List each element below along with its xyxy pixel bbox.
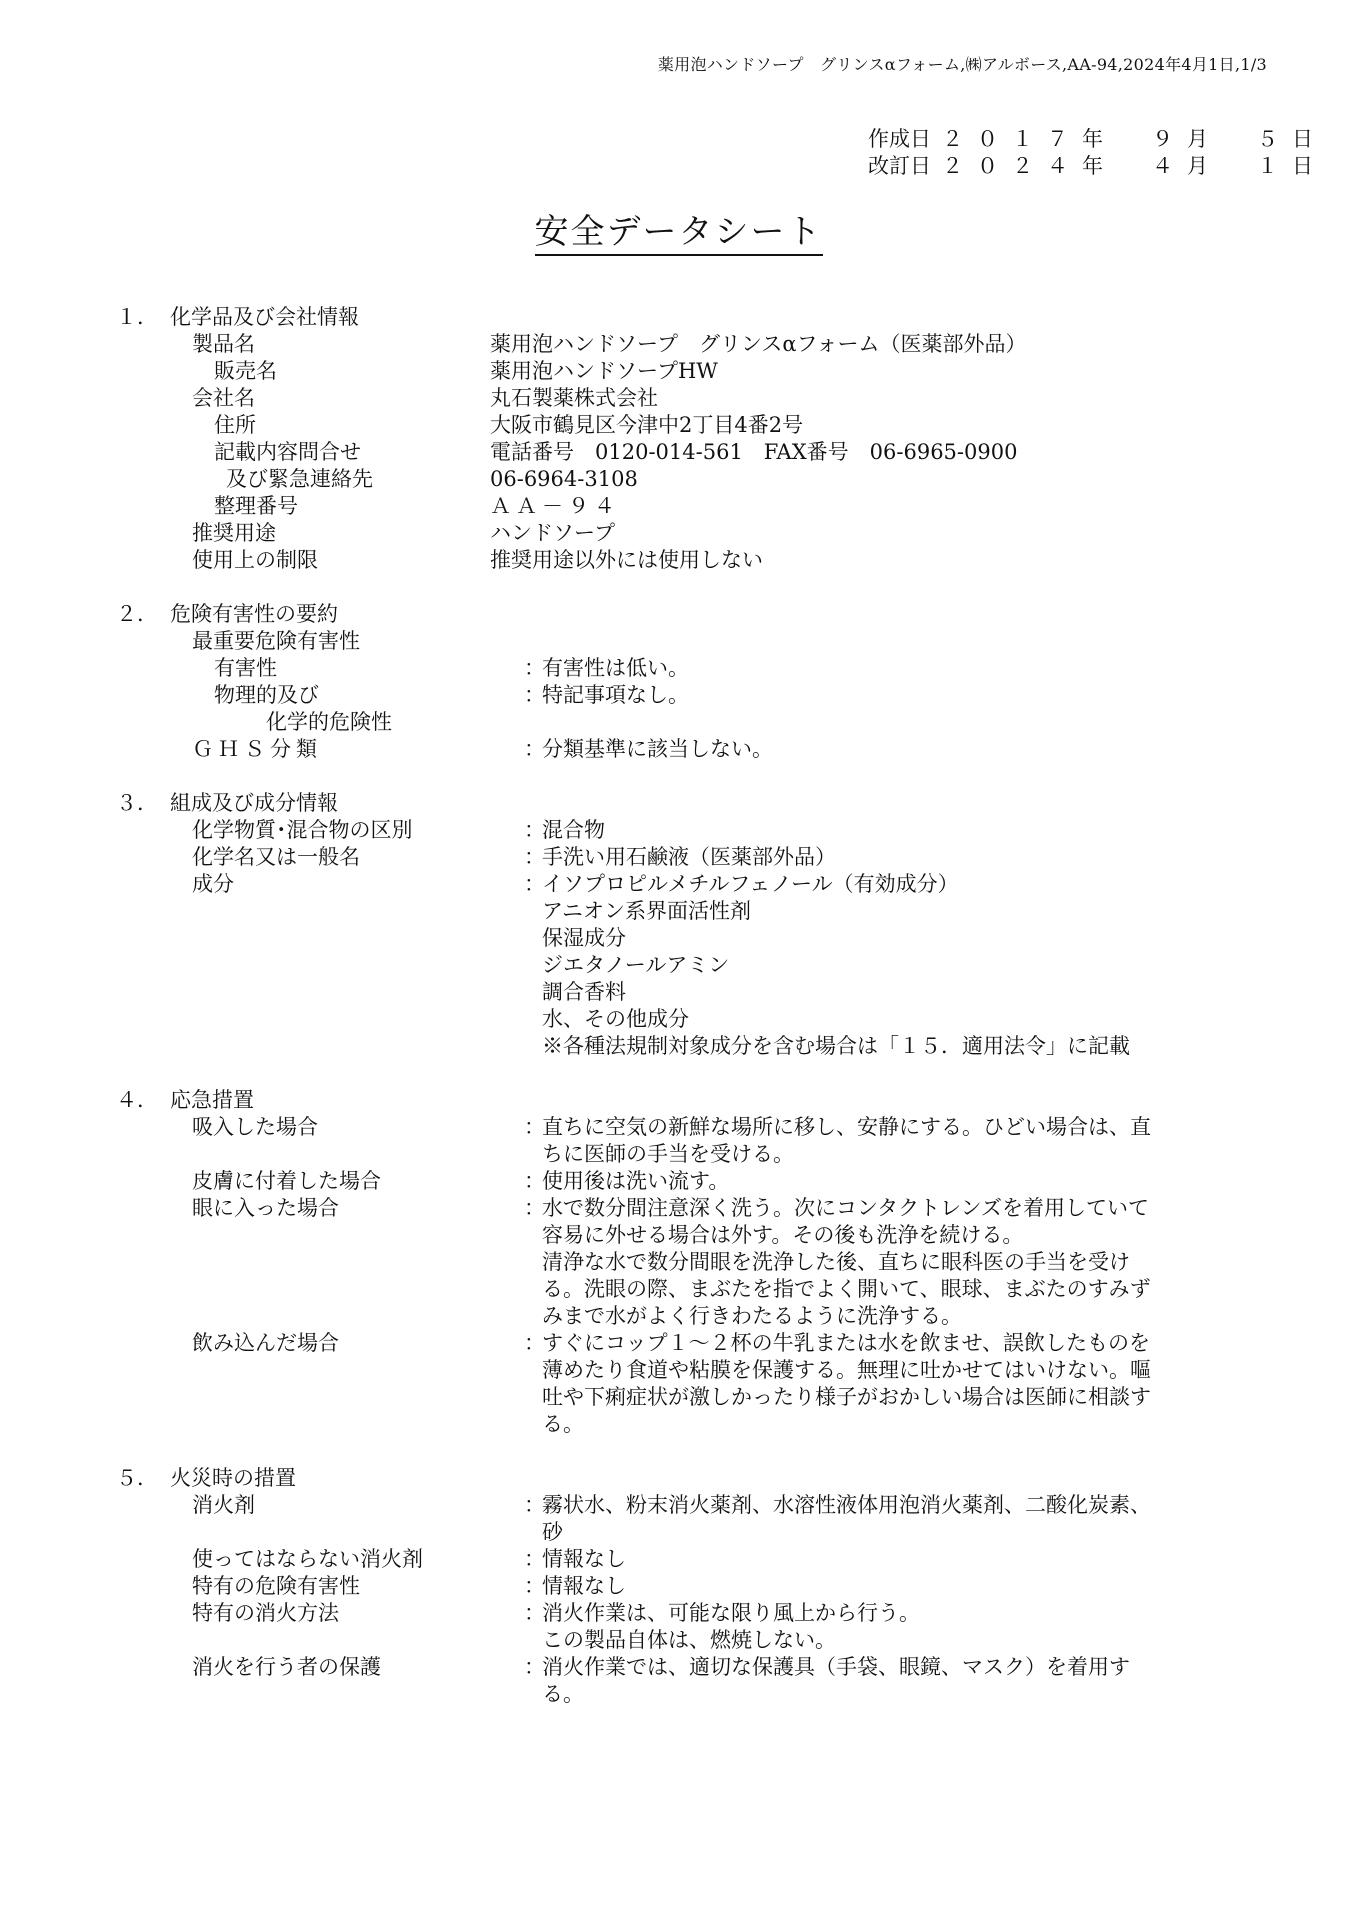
info-label: 使用上の制限 (192, 548, 318, 572)
section-number: １． (116, 305, 158, 329)
firstaid-row (116, 1114, 1256, 1141)
section-1 (116, 304, 1256, 574)
hazard-label: 有害性 (214, 656, 277, 680)
composition-label: 成分 (192, 872, 234, 896)
section-2 (116, 601, 1256, 763)
component-note: ※各種法規制対象成分を含む場合は「１５．適用法令」に記載 (542, 1034, 1130, 1058)
colon: ： (524, 683, 545, 707)
hazard-value: 分類基準に該当しない。 (542, 737, 773, 761)
section-number: ５． (116, 1466, 158, 1490)
fire-label: 使ってはならない消火剤 (192, 1547, 423, 1571)
fire-line: 砂 (542, 1520, 563, 1544)
section-title: 組成及び成分情報 (170, 791, 338, 815)
firstaid-row (116, 1330, 1256, 1357)
colon: ： (524, 1493, 545, 1517)
hazard-row (116, 655, 1256, 682)
firstaid-label: 飲み込んだ場合 (192, 1331, 339, 1355)
fire-line: 情報なし (542, 1574, 626, 1598)
section-title: 化学品及び会社情報 (170, 305, 359, 329)
hazard-label: 物理的及び (214, 683, 319, 707)
info-label: 住所 (214, 413, 256, 437)
firstaid-line: 水で数分間注意深く洗う。次にコンタクトレンズを着用していて (542, 1196, 1150, 1220)
section-3 (116, 790, 1256, 1060)
info-label: 会社名 (192, 386, 255, 410)
firstaid-line: 直ちに空気の新鮮な場所に移し、安静にする。ひどい場合は、直 (542, 1115, 1151, 1139)
section-5 (116, 1465, 1256, 1708)
hazard-row (116, 736, 1256, 763)
hazard-value: 有害性は低い。 (542, 656, 689, 680)
firstaid-row (116, 1195, 1256, 1222)
info-label: 販売名 (214, 359, 277, 383)
section-title: 応急措置 (170, 1088, 254, 1112)
section-number: ４． (116, 1088, 158, 1112)
composition-value: 手洗い用石鹸液（医薬部外品） (542, 845, 836, 869)
fire-row (116, 1492, 1256, 1519)
info-label: 製品名 (192, 332, 255, 356)
firstaid-label: 吸入した場合 (192, 1115, 318, 1139)
component-item: 水、その他成分 (542, 1007, 689, 1031)
subheading: 最重要危険有害性 (192, 629, 360, 653)
firstaid-line: すぐにコップ１～２杯の牛乳または水を飲ませ、誤飲したものを (542, 1331, 1150, 1355)
section-4 (116, 1087, 1256, 1438)
fire-line: 消火作業は、可能な限り風上から行う。 (542, 1601, 920, 1625)
info-label: 記載内容問合せ (214, 440, 361, 464)
info-value: 大阪市鶴見区今津中2丁目4番2号 (490, 413, 804, 437)
firstaid-line: 使用後は洗い流す。 (542, 1169, 730, 1193)
info-label: 整理番号 (214, 494, 298, 518)
fire-row (116, 1600, 1256, 1627)
component-item: ジエタノールアミン (542, 953, 730, 977)
colon: ： (524, 1601, 545, 1625)
header-meta: 薬用泡ハンドソープ グリンスαフォーム,㈱アルボース,AA-94,2024年4月1日,1/3 (657, 55, 1267, 74)
firstaid-line: 清浄な水で数分間眼を洗浄した後、直ちに眼科医の手当を受け (542, 1250, 1130, 1274)
info-row (116, 412, 1256, 439)
info-row (116, 385, 1256, 412)
section-heading (116, 1087, 1256, 1114)
fire-line: この製品自体は、燃焼しない。 (542, 1628, 836, 1652)
info-value: 電話番号 0120-014-561 FAX番号 06-6965-0900 (490, 440, 1018, 464)
fire-line: る。 (542, 1682, 584, 1706)
component-item: 調合香料 (542, 980, 626, 1004)
colon: ： (524, 1574, 545, 1598)
composition-value: 混合物 (542, 818, 605, 842)
section-heading (116, 1465, 1256, 1492)
fire-label: 特有の消火方法 (192, 1601, 339, 1625)
fire-row (116, 1546, 1256, 1573)
section-title: 危険有害性の要約 (170, 602, 338, 626)
info-row (116, 358, 1256, 385)
fire-label: 消火剤 (192, 1493, 255, 1517)
hazard-value: 特記事項なし。 (542, 683, 689, 707)
composition-row (116, 817, 1256, 844)
colon: ： (524, 818, 545, 842)
info-value: ＡＡ－９４ (490, 494, 620, 518)
info-row (116, 466, 1256, 493)
colon: ： (524, 1547, 545, 1571)
component-item: 保湿成分 (542, 926, 626, 950)
fire-row (116, 1654, 1256, 1681)
dates-block (868, 126, 1327, 180)
firstaid-line: 吐や下痢症状が激しかったり様子がおかしい場合は医師に相談す (542, 1385, 1151, 1409)
section-number: ３． (116, 791, 158, 815)
colon: ： (524, 656, 545, 680)
section-heading (116, 304, 1256, 331)
composition-row (116, 871, 1256, 898)
info-row (116, 439, 1256, 466)
firstaid-label: 皮膚に付着した場合 (192, 1169, 381, 1193)
info-row (116, 331, 1256, 358)
firstaid-line: る。 (542, 1412, 584, 1436)
hazard-label-continued: 化学的危険性 (266, 710, 392, 734)
fire-label: 消火を行う者の保護 (192, 1655, 381, 1679)
colon: ： (524, 872, 545, 896)
composition-label: 化学物質･混合物の区別 (192, 818, 413, 842)
info-label: 及び緊急連絡先 (226, 467, 373, 491)
component-item: アニオン系界面活性剤 (542, 899, 751, 923)
info-value: 丸石製薬株式会社 (490, 386, 658, 410)
colon: ： (524, 1655, 545, 1679)
colon: ： (524, 1115, 545, 1139)
section-heading (116, 790, 1256, 817)
revised-date-row (868, 153, 1327, 180)
fire-line: 消火作業では、適切な保護具（手袋、眼鏡、マスク）を着用す (542, 1655, 1130, 1679)
info-value: ハンドソープ (490, 521, 615, 545)
colon: ： (524, 1169, 545, 1193)
firstaid-line: ちに医師の手当を受ける。 (542, 1142, 794, 1166)
info-row (116, 520, 1256, 547)
document-body (116, 304, 1256, 1735)
hazard-row (116, 682, 1256, 709)
fire-line: 情報なし (542, 1547, 626, 1571)
colon: ： (524, 1196, 545, 1220)
firstaid-line: 容易に外せる場合は外す。その後も洗浄を続ける。 (542, 1223, 1024, 1247)
colon: ： (524, 845, 545, 869)
firstaid-line: 薄めたり食道や粘膜を保護する。無理に吐かせてはいけない。嘔 (542, 1358, 1151, 1382)
section-heading (116, 601, 1256, 628)
created-date-row (868, 126, 1327, 153)
info-row (116, 547, 1256, 574)
colon: ： (524, 1331, 545, 1355)
info-value: 薬用泡ハンドソープHW (490, 359, 718, 383)
created-label: 作成日 (868, 127, 931, 151)
info-value: 薬用泡ハンドソープ グリンスαフォーム（医薬部外品） (490, 332, 1027, 356)
firstaid-label: 眼に入った場合 (192, 1196, 339, 1220)
firstaid-line: る。洗眼の際、まぶたを指でよく開いて、眼球、まぶたのすみず (542, 1277, 1151, 1301)
fire-line: 霧状水、粉末消火薬剤、水溶性液体用泡消火薬剤、二酸化炭素、 (542, 1493, 1151, 1517)
created-value: ２０１７年 ９月 ５日 (942, 127, 1327, 151)
colon: ： (524, 737, 545, 761)
info-value: 推奨用途以外には使用しない (490, 548, 763, 572)
info-value: 06-6964-3108 (490, 467, 638, 491)
info-row (116, 493, 1256, 520)
document-title: 安全データシート (0, 204, 1357, 253)
hazard-label: ＧＨＳ分類 (192, 737, 322, 761)
fire-row (116, 1573, 1256, 1600)
composition-label: 化学名又は一般名 (192, 845, 360, 869)
info-label: 推奨用途 (192, 521, 276, 545)
revised-value: ２０２４年 ４月 １日 (942, 154, 1327, 178)
firstaid-line: みまで水がよく行きわたるように洗浄する。 (542, 1304, 962, 1328)
composition-row (116, 844, 1256, 871)
fire-label: 特有の危険有害性 (192, 1574, 360, 1598)
component-item: イソプロピルメチルフェノール（有効成分） (542, 872, 959, 896)
section-number: ２． (116, 602, 158, 626)
revised-label: 改訂日 (868, 154, 931, 178)
firstaid-row (116, 1168, 1256, 1195)
section-title: 火災時の措置 (170, 1466, 296, 1490)
